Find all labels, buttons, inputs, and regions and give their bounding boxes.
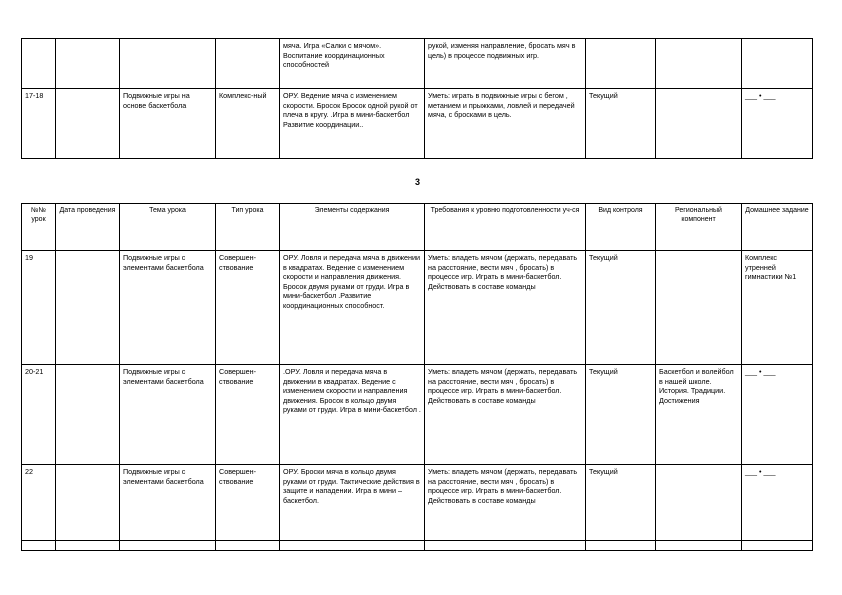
- header-type: Тип урока: [216, 204, 280, 251]
- lesson-control: Текущий: [586, 251, 656, 365]
- lesson-content: ОРУ. Ловля и передача мяча в движении в квадратах. Ведение с изменением скорости и направления движения. Бросок двумя руками от груди. Игра в мини-баскетбол .Развитие координационных способност.: [280, 251, 425, 365]
- lesson-date: [56, 251, 120, 365]
- table-row: [22, 89, 813, 159]
- lesson-date: [56, 465, 120, 541]
- lesson-homework: Комплекс утренней гимнастики №1: [742, 251, 813, 365]
- lesson-date: [56, 39, 120, 89]
- lesson-regional: [656, 89, 742, 159]
- lesson-homework: ___ • ___: [742, 365, 813, 465]
- lesson-date: [56, 541, 120, 551]
- lesson-requirements: Уметь: владеть мячом (держать, передавать на расстояние, вести мяч , бросать) в процессе игр. Играть в мини-баскетбол. Действовать в составе команды: [425, 465, 586, 541]
- table-row: [22, 39, 813, 89]
- header-content: Элементы содержания: [280, 204, 425, 251]
- lesson-homework: ___ • ___: [742, 465, 813, 541]
- lesson-number: 17-18: [22, 89, 56, 159]
- lesson-topic: Подвижные игры с элементами баскетбола: [120, 365, 216, 465]
- lesson-control: Текущий: [586, 465, 656, 541]
- lesson-control: Текущий: [586, 89, 656, 159]
- lesson-content: ОРУ. Ведение мяча с изменением скорости. Бросок Бросок одной рукой от плеча в кругу. .Игра в мини-баскетбол Развитие координации..: [280, 89, 425, 159]
- lesson-requirements: Уметь: владеть мячом (держать, передавать на расстояние, вести мяч , бросать) в процессе игр. Играть в мини-баскетбол. Действовать в составе команды: [425, 365, 586, 465]
- page-number: 3: [415, 177, 421, 187]
- lesson-content: [280, 541, 425, 551]
- table-row: [22, 465, 813, 541]
- lesson-type: [216, 39, 280, 89]
- lesson-number: 19: [22, 251, 56, 365]
- lesson-number: 20-21: [22, 365, 56, 465]
- lesson-regional: [656, 465, 742, 541]
- lesson-plan-table: [21, 203, 813, 551]
- header-control: Вид контроля: [586, 204, 656, 251]
- lesson-control: [586, 541, 656, 551]
- lesson-requirements: рукой, изменяя направление, бросать мяч в цель) в процессе подвижных игр.: [425, 39, 586, 89]
- lesson-type: Комплекс-ный: [216, 89, 280, 159]
- lesson-control: [586, 39, 656, 89]
- lesson-number: 22: [22, 465, 56, 541]
- lesson-type: Совершен-ствование: [216, 365, 280, 465]
- table-row: [22, 251, 813, 365]
- header-regional: Региональный компонент: [656, 204, 742, 251]
- lesson-type: Совершен-ствование: [216, 251, 280, 365]
- lesson-regional: Баскетбол и волейбол в нашей школе. История. Традиции. Достижения: [656, 365, 742, 465]
- header-requirements: Требования к уровню подготовленности уч-ся: [425, 204, 586, 251]
- lesson-date: [56, 365, 120, 465]
- lesson-regional: [656, 251, 742, 365]
- table-row: [22, 365, 813, 465]
- lesson-type: [216, 541, 280, 551]
- lesson-topic: Подвижные игры с элементами баскетбола: [120, 465, 216, 541]
- lesson-homework: [742, 39, 813, 89]
- lesson-date: [56, 89, 120, 159]
- lesson-requirements: [425, 541, 586, 551]
- lesson-requirements: Уметь: владеть мячом (держать, передавать на расстояние, вести мяч , бросать) в процессе игр. Играть в мини-баскетбол. Действовать в составе команды: [425, 251, 586, 365]
- lesson-content: ОРУ. Броски мяча в кольцо двумя руками от груди. Тактические действия в защите и нападении. Игра в мини – баскетбол.: [280, 465, 425, 541]
- header-lesson-number: №№ урок: [22, 204, 56, 251]
- lesson-topic: Подвижные игры с элементами баскетбола: [120, 251, 216, 365]
- header-date: Дата проведения: [56, 204, 120, 251]
- lesson-homework: ___ • ___: [742, 89, 813, 159]
- lesson-type: Совершен-ствование: [216, 465, 280, 541]
- header-topic: Тема урока: [120, 204, 216, 251]
- lesson-content: .ОРУ. Ловля и передача мяча в движении в квадратах. Ведение с изменением скорости и направления движения. Бросок в кольцо двумя руками от груди. Игра в мини-баскетбол .: [280, 365, 425, 465]
- lesson-number: [22, 39, 56, 89]
- table-header-row: [22, 204, 813, 251]
- lesson-topic: [120, 39, 216, 89]
- lesson-topic: Подвижные игры на основе баскетбола: [120, 89, 216, 159]
- lesson-content: мяча. Игра «Салки с мячом». Воспитание координационных способностей: [280, 39, 425, 89]
- lesson-topic: [120, 541, 216, 551]
- lesson-homework: [742, 541, 813, 551]
- table-row: [22, 541, 813, 551]
- header-homework: Домашнее задание: [742, 204, 813, 251]
- lesson-number: [22, 541, 56, 551]
- lesson-requirements: Уметь: играть в подвижные игры с бегом , метанием и прыжками, ловлей и передачей мяча, с бросками в цель.: [425, 89, 586, 159]
- lesson-table-continuation: [21, 38, 813, 159]
- lesson-regional: [656, 39, 742, 89]
- lesson-regional: [656, 541, 742, 551]
- lesson-control: Текущий: [586, 365, 656, 465]
